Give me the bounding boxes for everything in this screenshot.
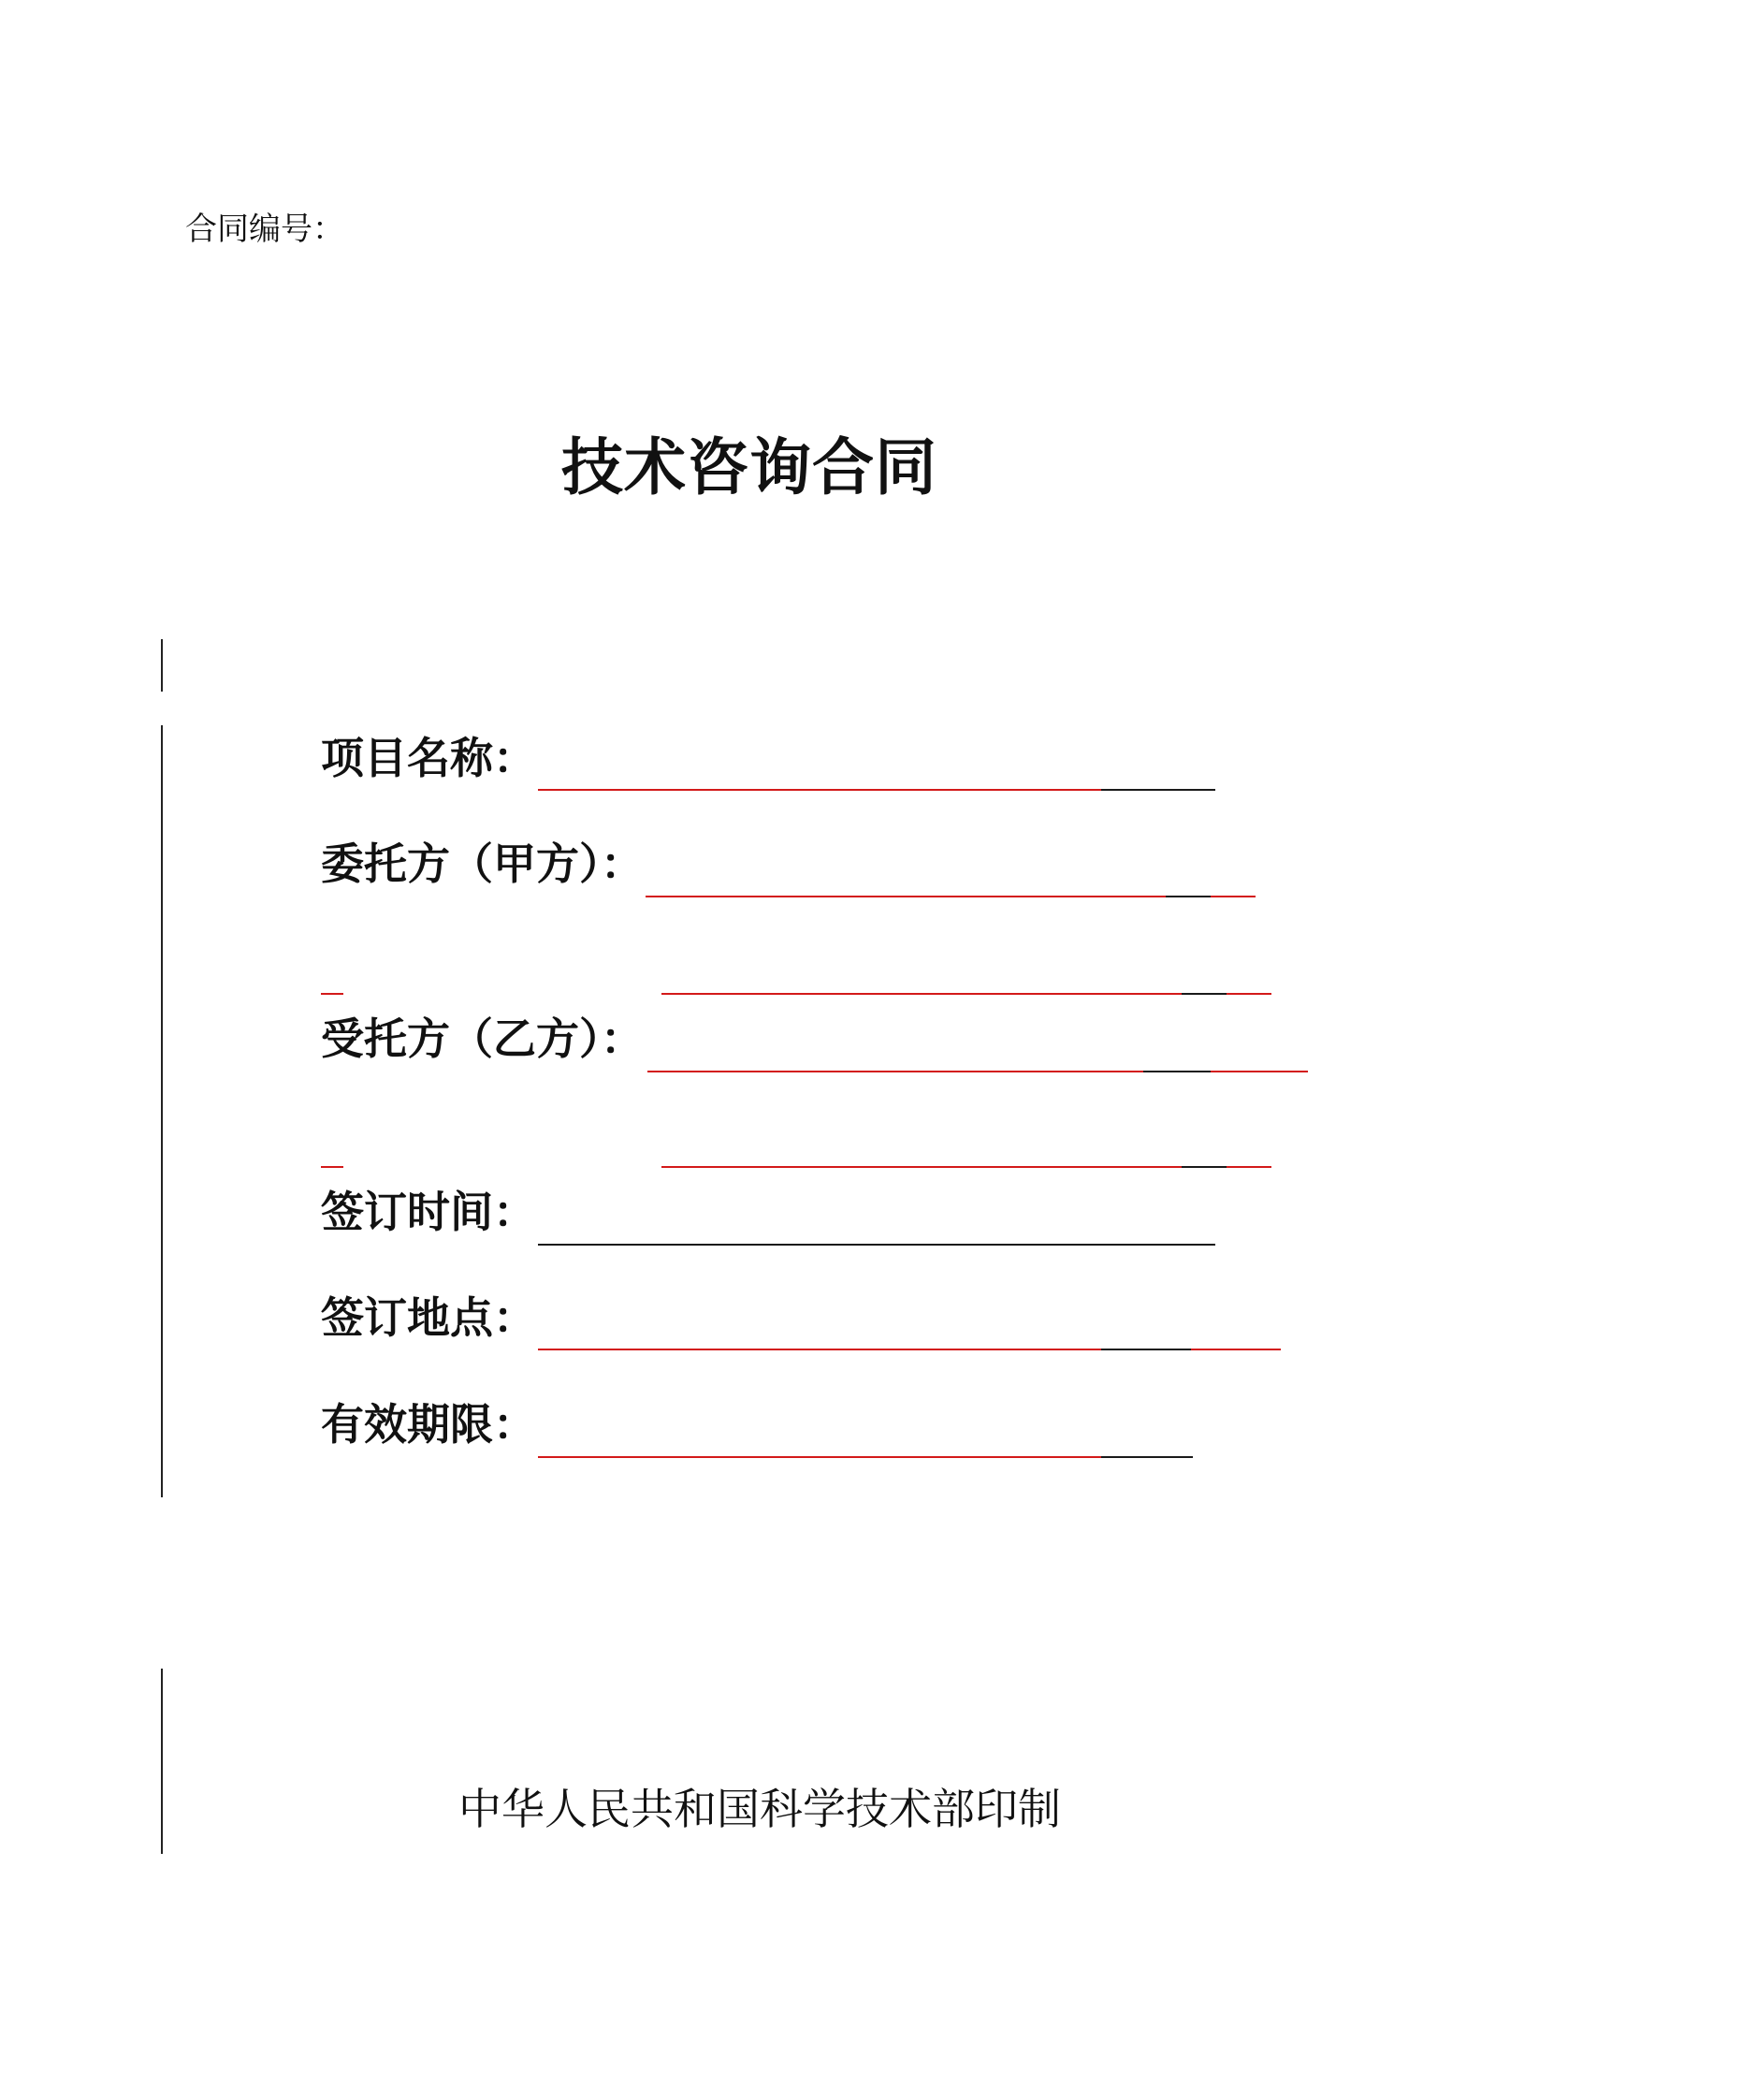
margin-line-top [161,639,163,692]
client-underline-2-mid [1182,993,1227,995]
consultant-underline-2-mid [1182,1166,1227,1168]
contract-number-label: 合同编号： [185,211,344,248]
client-label: 委托方（甲方）： [321,839,644,889]
client-line2-tick [321,993,343,995]
consultant-underline-2 [661,1166,1182,1168]
client-underline-2 [661,993,1182,995]
validity-underline [538,1456,1101,1458]
consultant-underline-2-end [1227,1166,1271,1168]
consultant-line2-tick [321,1166,343,1168]
sign-date-underline [538,1244,1215,1246]
sign-place-underline-end [1191,1349,1281,1350]
issuer-footer: 中华人民共和国科学技术部印制 [458,1784,1061,1834]
sign-place-underline [538,1349,1101,1350]
client-underline-mid [1166,896,1211,897]
project-name-label: 项目名称： [321,733,536,783]
sign-place-label: 签订地点： [321,1292,536,1343]
document-title: 技术咨询合同 [561,431,937,503]
client-underline [646,896,1166,897]
consultant-underline-end [1211,1071,1308,1072]
margin-line-middle [161,725,163,1497]
consultant-label: 受托方（乙方）： [321,1014,644,1064]
consultant-underline-mid [1143,1071,1211,1072]
margin-line-bottom [161,1669,163,1854]
consultant-underline [647,1071,1143,1072]
client-underline-2-end [1227,993,1271,995]
sign-place-underline-mid [1101,1349,1191,1350]
client-underline-end [1211,896,1256,897]
project-name-underline-end [1101,789,1215,791]
project-name-underline [538,789,1101,791]
sign-date-label: 签订时间： [321,1187,536,1237]
validity-label: 有效期限： [321,1399,536,1450]
validity-underline-end [1101,1456,1193,1458]
